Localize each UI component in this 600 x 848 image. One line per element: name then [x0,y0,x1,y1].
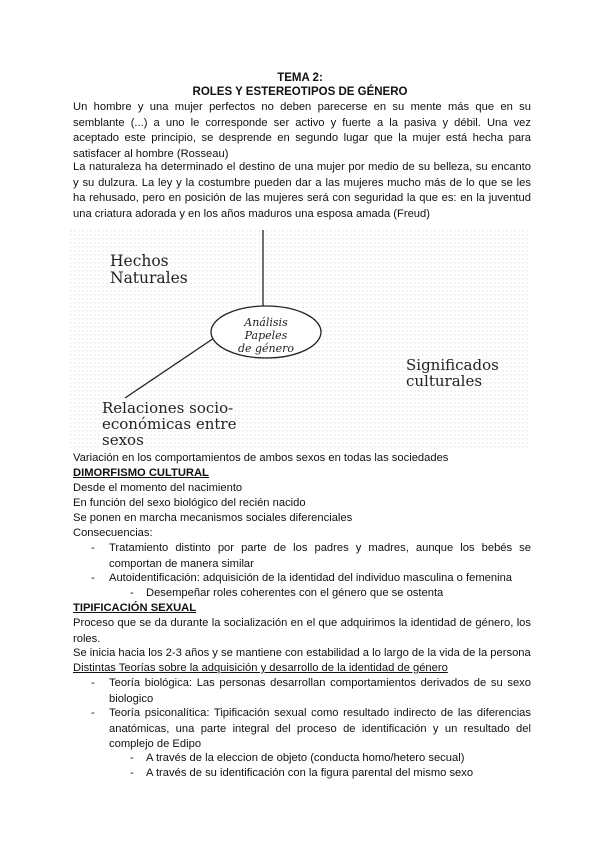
dimorfismo-line-3: Se ponen en marcha mecanismos sociales diferenciales [73,512,353,524]
label-relaciones: Relaciones socio- [102,399,234,417]
label-naturales: Naturales [110,269,188,287]
center-label-3: de género [237,342,295,355]
consecuencia-1: Tratamiento distinto por parte de los padres y madres, aunque los bebés se comportan de manera similar [109,542,531,570]
label-economicas: económicas entre [102,415,237,433]
dimorfismo-line-1: Desde el momento del nacimiento [73,482,243,494]
tipificacion-line-2: Se inicia hacia los 2-3 años y se mantiene con estabilidad a lo largo de la vida de la persona [73,647,531,659]
quote-freud: La naturaleza ha determinado el destino de una mujer por medio de su belleza, su encanto y su dulzura. La ley y la costumbre pueden dar a las mujeres mucho más de lo que se les ha rehusado, pero en posición de las mujeres será con seguridad la que es: en la juventud una criatura adorada y en los años maduros una esposa amada (Freud) [73,161,531,220]
sub-bullet-dash: - [130,767,134,779]
sub-bullet-dash: - [130,752,134,764]
consecuencias-label: Consecuencias: [73,527,153,539]
dimorfismo-heading: DIMORFISMO CULTURAL [73,467,209,479]
theory-psychoanalytic: Teoría psiconalítica: Tipificación sexual como resultado indirecto de las diferencias anatómicas, una parte integral del proceso de identificación y un resultado del complejo de Edipo [109,707,531,750]
center-label-2: Papeles [244,329,288,342]
tipificacion-heading: TIPIFICACIÓN SEXUAL [73,602,197,614]
label-significados: Significados [406,356,499,374]
bullet-dash: - [91,572,95,584]
topic-number: TEMA 2: [277,72,323,84]
bullet-dash: - [91,677,95,689]
theory-psychoanalytic-sub-2: A través de su identificación con la figura parental del mismo sexo [146,767,474,779]
theory-psychoanalytic-sub-1: A través de la eleccion de objeto (conducta homo/hetero secual) [146,752,465,764]
theory-biological: Teoría biológica: Las personas desarrollan comportamientos derivados de su sexo biologico [109,677,531,705]
dimorfismo-line-2: En función del sexo biológico del recién nacido [73,497,306,509]
bullet-dash: - [91,542,95,554]
gender-roles-diagram [70,230,530,450]
label-sexos: sexos [102,431,144,449]
page-title: ROLES Y ESTEREOTIPOS DE GÉNERO [192,86,408,98]
variation-text: Variación en los comportamientos de ambos sexos en todas las sociedades [73,452,449,464]
center-label-1: Análisis [244,316,288,329]
theories-heading: Distintas Teorías sobre la adquisición y desarrollo de la identidad de género [73,662,448,674]
label-culturales: culturales [406,372,483,390]
consecuencia-2-sub: Desempeñar roles coherentes con el género que se ostenta [146,587,444,599]
tipificacion-paragraph: Proceso que se da durante la socialización en el que adquirimos la identidad de género, los roles. [73,617,531,645]
consecuencia-2: Autoidentificación: adquisición de la identidad del individuo masculina o femenina [109,572,513,584]
quote-rousseau: Un hombre y una mujer perfectos no deben parecerse en su mente más que en su semblante (...) a uno le corresponde ser activo y fuerte a la pasiva y débil. Una vez aceptado este principio, se desprende en segundo lugar que la mujer está hecha para satisfacer al hombre (Rosseau) [73,101,531,160]
label-hechos: Hechos [110,252,169,270]
bullet-dash: - [91,707,95,719]
sub-bullet-dash: - [130,587,134,599]
